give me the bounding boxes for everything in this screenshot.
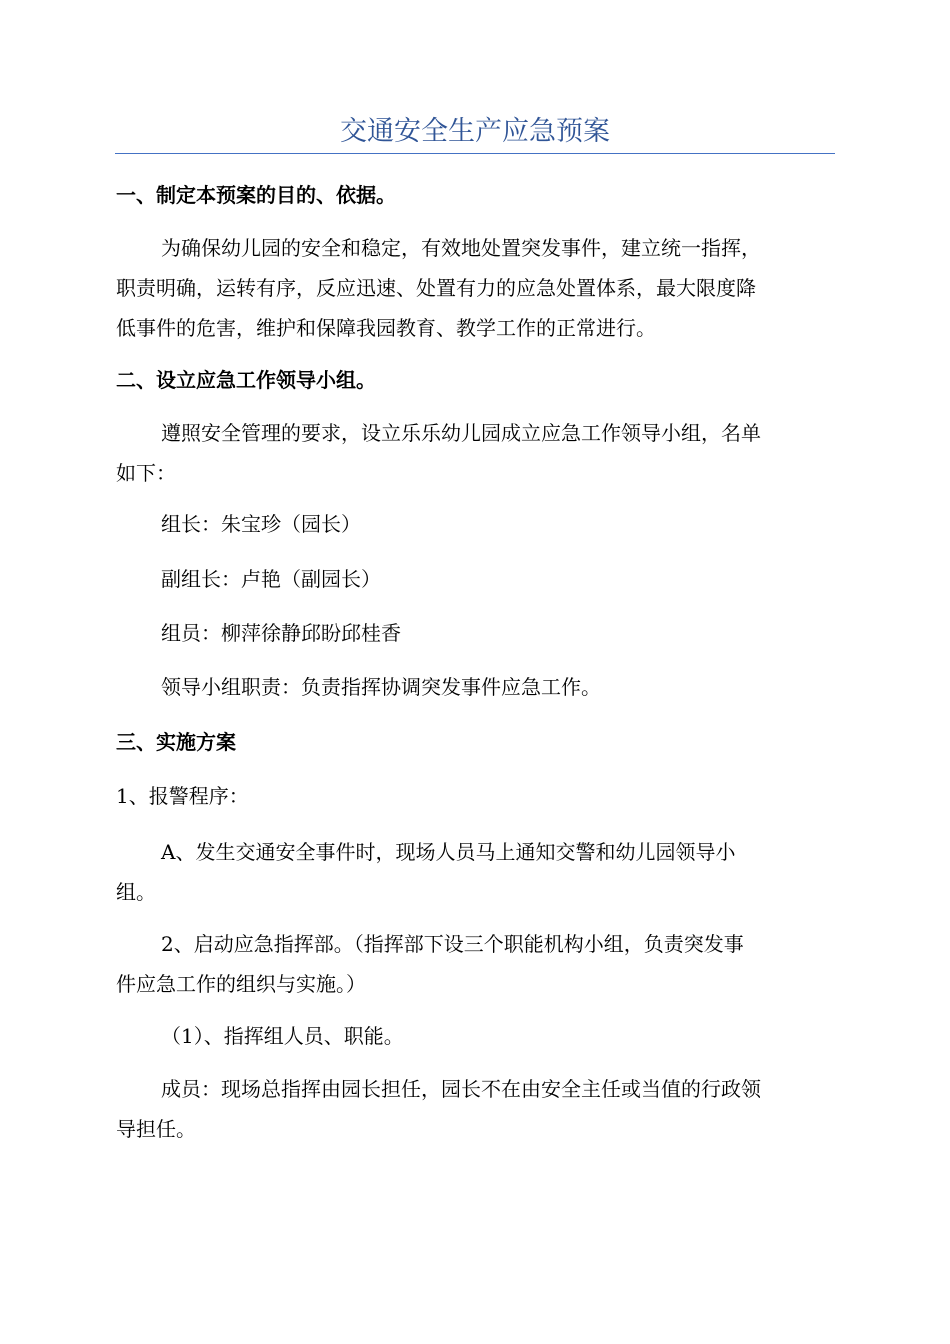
paragraph-line: 职责明确，运转有序，反应迅速、处置有力的应急处置体系，最大限度降 bbox=[116, 276, 756, 300]
duty-line: 领导小组职责：负责指挥协调突发事件应急工作。 bbox=[161, 675, 601, 699]
paragraph-line: 成员：现场总指挥由园长担任，园长不在由安全主任或当值的行政领 bbox=[161, 1077, 761, 1101]
members-line: 组员：柳萍徐静邱盼邱桂香 bbox=[161, 621, 401, 645]
paragraph-line: 遵照安全管理的要求，设立乐乐幼儿园成立应急工作领导小组，名单 bbox=[161, 421, 761, 445]
section2-paragraph bbox=[116, 413, 836, 493]
section3-heading: 三、实施方案 bbox=[116, 730, 236, 754]
document-title: 交通安全生产应急预案 bbox=[340, 116, 610, 147]
paragraph-line: 组。 bbox=[116, 880, 156, 904]
paragraph-line: 导担任。 bbox=[116, 1117, 196, 1141]
title-underline bbox=[115, 153, 835, 154]
alarm-procedure-item: 1、报警程序： bbox=[116, 784, 249, 808]
paragraph-line: 低事件的危害，维护和保障我园教育、教学工作的正常进行。 bbox=[116, 316, 656, 340]
paragraph-line: 如下： bbox=[116, 461, 176, 485]
command-group-subheading: （1）、指挥组人员、职能。 bbox=[161, 1024, 404, 1048]
paragraph-line: 件应急工作的组织与实施。） bbox=[116, 972, 366, 996]
section1-heading: 一、制定本预案的目的、依据。 bbox=[116, 183, 396, 207]
members-paragraph bbox=[116, 1069, 836, 1149]
item-a-paragraph bbox=[116, 832, 836, 912]
section2-heading: 二、设立应急工作领导小组。 bbox=[116, 368, 376, 392]
paragraph-line: 为确保幼儿园的安全和稳定，有效地处置突发事件，建立统一指挥， bbox=[161, 236, 761, 260]
paragraph-line: 2、启动应急指挥部。（指挥部下设三个职能机构小组，负责突发事 bbox=[161, 932, 744, 956]
leader-line: 组长：朱宝珍（园长） bbox=[161, 512, 361, 536]
item-2-paragraph bbox=[116, 924, 836, 1004]
deputy-leader-line: 副组长：卢艳（副园长） bbox=[161, 567, 381, 591]
section1-paragraph bbox=[116, 228, 836, 348]
paragraph-line: A、发生交通安全事件时，现场人员马上通知交警和幼儿园领导小 bbox=[161, 840, 736, 864]
